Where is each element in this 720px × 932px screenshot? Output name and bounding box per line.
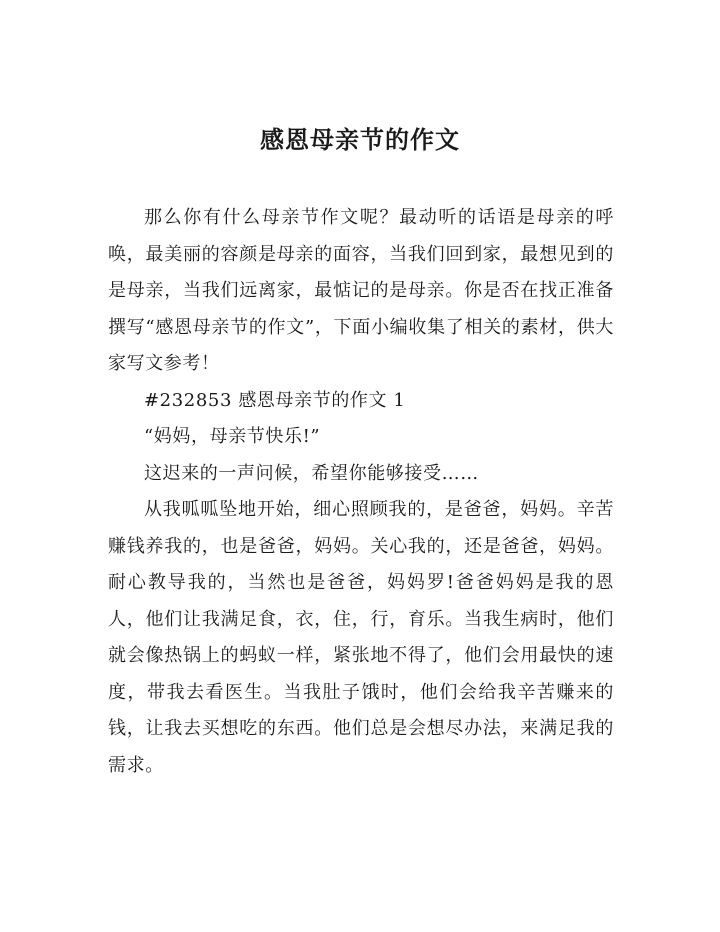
wish-paragraph: 这迟来的一声问候，希望你能够接受…… (144, 462, 479, 484)
main-paragraph: 从我呱呱坠地开始，细心照顾我的，是爸爸，妈妈。辛苦赚钱养我的，也是爸爸，妈妈。关心我的，还是爸爸，妈妈。耐心教导我的，当然也是爸爸，妈妈罗!爸爸妈妈是我的恩人，他们让我满足食，衣，住，行，育乐。当我生病时，他们就会像热锅上的蚂蚁一样，紧张地不得了，他们会用最快的速度，带我去看医生。当我肚子饿时，他们会给我辛苦赚来的钱，让我去买想吃的东西。他们总是会想尽办法，来满足我的需求。 (108, 499, 614, 776)
essay-heading: #232853 感恩母亲节的作文 1 (144, 389, 406, 411)
document-body (108, 200, 614, 784)
greeting-paragraph: “妈妈，母亲节快乐!” (144, 426, 321, 447)
document-title: 感恩母亲节的作文 (260, 126, 460, 154)
intro-paragraph: 那么你有什么母亲节作文呢？最动听的话语是母亲的呼唤，最美丽的容颜是母亲的面容，当我们回到家，最想见到的是母亲，当我们远离家，最惦记的是母亲。你是否在找正准备撰写“感恩母亲节的作文”，下面小编收集了相关的素材，供大家写文参考！ (108, 207, 614, 374)
